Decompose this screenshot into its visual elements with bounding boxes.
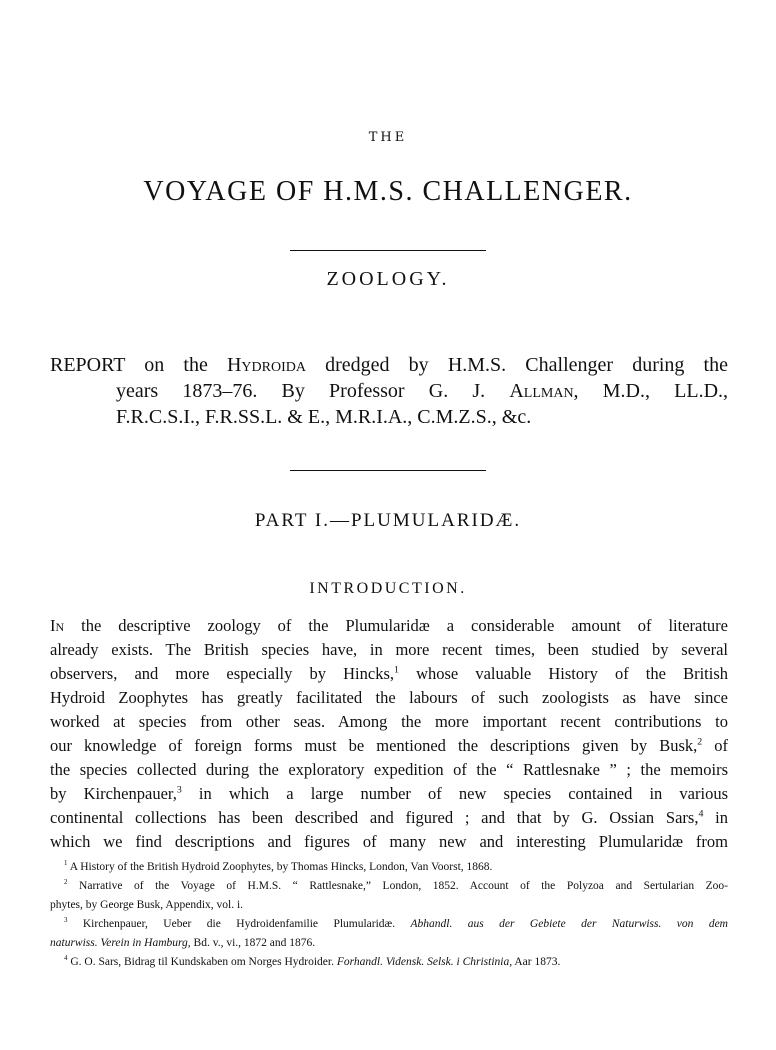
body-line: the species collected during the exploratory expedition of the “ Rattlesnake ” ; the memoirs [50, 760, 728, 779]
footnote-ref[interactable]: 4 [698, 808, 704, 820]
divider-middle [290, 470, 486, 471]
footnote-3-cont: naturwiss. Verein in Hamburg, Bd. v., vi., 1872 and 1876. [50, 937, 316, 949]
report-heading [50, 352, 728, 430]
title-prefix: THE [368, 130, 408, 145]
body-line: Hydroid Zoophytes has greatly facilitated the labours of such zoologists as have since [50, 688, 728, 707]
report-line-2: years 1873–76. By Professor G. J. Allman, M.D., LL.D., [116, 380, 729, 402]
body-line: which we find descriptions and figures of many new and interesting Plumularidæ from [50, 832, 728, 851]
page-title: VOYAGE OF H.M.S. CHALLENGER. [143, 176, 633, 207]
body-line: continental collections has been described and figured ; and that by G. Ossian Sars,$^4$ in [50, 808, 729, 827]
body-line: our knowledge of foreign forms must be mentioned the descriptions given by Busk,$^2$ of [50, 736, 728, 755]
body-line: already exists. The British species have, in more recent times, been studied by several [50, 640, 728, 659]
body-line: by Kirchenpauer,$^3$ in which a large number of new species contained in various [50, 784, 728, 803]
footnote-2: $^2$ Narrative of the Voyage of H.M.S. “ Rattlesnake,” London, 1852. Account of the Polyzoa and Sertularian Zoo- [64, 879, 729, 892]
part-heading: PART I.—PLUMULARIDÆ. [254, 510, 522, 531]
footnote-4: $^4$ G. O. Sars, Bidrag til Kundskaben om Norges Hydroider. Forhandl. Vidensk. Selsk. i Christinia, Aar 1873. [64, 955, 561, 968]
footnotes [50, 858, 728, 972]
body-line: worked at species from other seas. Among the more important recent contributions to [50, 712, 728, 731]
body-line: In the descriptive zoology of the Plumularidæ a considerable amount of literature [50, 616, 728, 635]
footnote-1: $^1$ A History of the British Hydroid Zoophytes, by Thomas Hincks, London, Van Voorst, 1868. [64, 860, 493, 873]
body-line: observers, and more especially by Hincks,$^1$ whose valuable History of the British [50, 664, 729, 683]
introduction-heading: INTRODUCTION. [309, 580, 467, 597]
footnote-ref[interactable]: 1 [394, 664, 399, 676]
divider-top [290, 250, 486, 251]
section-title: ZOOLOGY. [326, 268, 450, 290]
footnote-ref[interactable]: 3 [176, 784, 182, 796]
introduction-paragraph [50, 614, 728, 854]
report-line-1: REPORT on the Hydroida dredged by H.M.S. Challenger during the [50, 354, 728, 376]
report-line-3: F.R.C.S.I., F.R.SS.L. & E., M.R.I.A., C.M.Z.S., &c. [116, 406, 532, 428]
footnote-2-cont: phytes, by George Busk, Appendix, vol. i. [50, 899, 244, 911]
footnote-3: $^3$ Kirchenpauer, Ueber die Hydroidenfamilie Plumularidæ. Abhandl. aus der Gebiete der Naturwiss. von dem [64, 917, 728, 930]
footnote-ref[interactable]: 2 [697, 736, 703, 748]
